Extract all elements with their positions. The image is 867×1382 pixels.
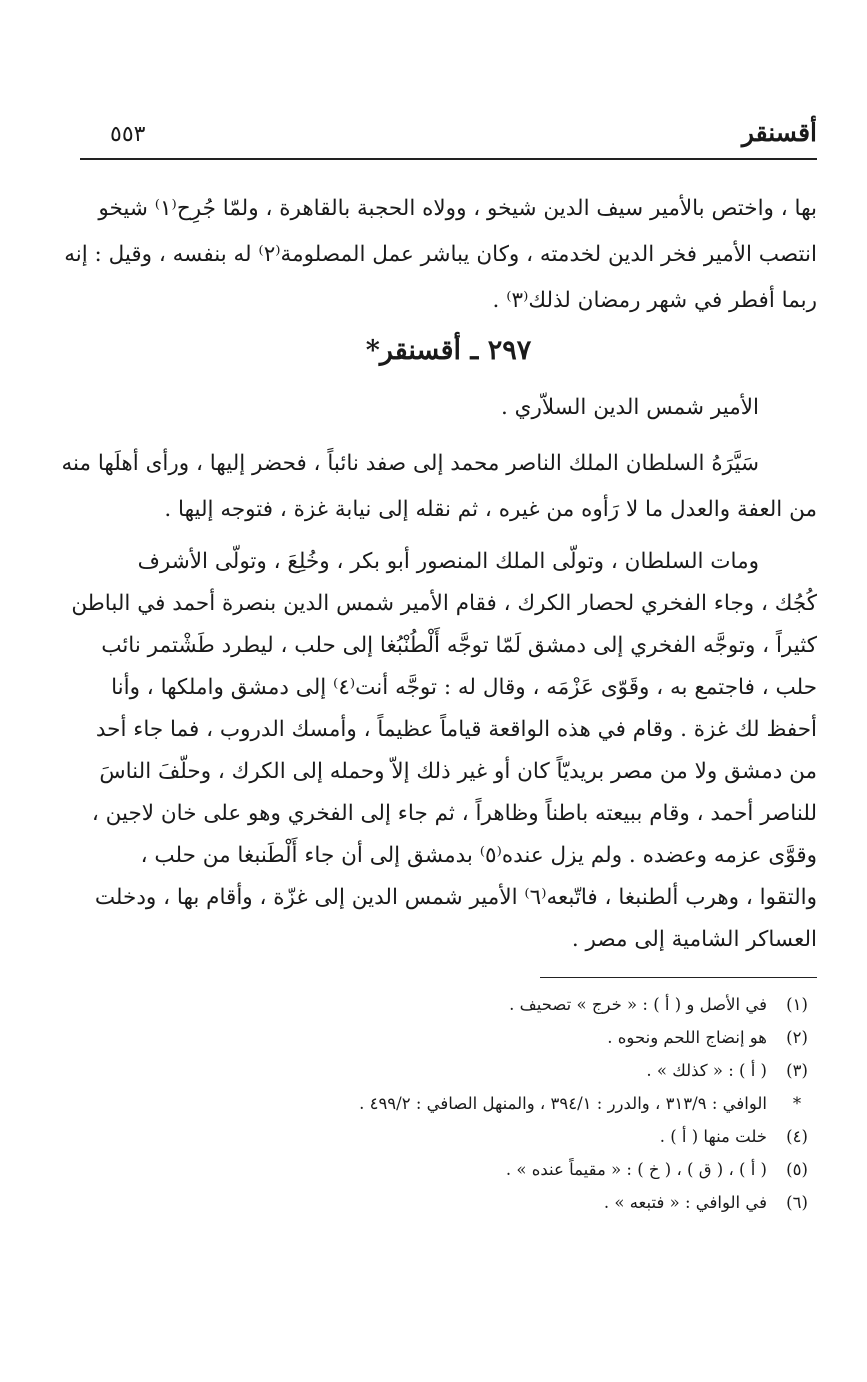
footnote	[80, 1089, 817, 1119]
footnote-mark: (٥)	[786, 1160, 808, 1179]
text-line: كُجُك ، وجاء الفخري لحصار الكرك ، فقام الأمير شمس الدين بنصرة أحمد في الباطن	[71, 591, 817, 616]
text-line: ومات السلطان ، وتولّى الملك المنصور أبو بكر ، وخُلِعَ ، وتولّى الأشرف	[137, 549, 759, 574]
footnote-mark: (١)	[786, 995, 808, 1014]
footnote-text: الوافي : ٣١٣/٩ ، والدرر : ٣٩٤/١ ، والمنهل الصافي : ٤٩٩/٢ .	[359, 1094, 767, 1113]
text-line: من العفة والعدل ما لا رَأوه من غيره ، ثم نقله إلى نيابة غزة ، فتوجه إليها .	[164, 497, 817, 522]
footnote-text: في الأصل و ( أ ) : « خرج » تصحيف .	[509, 995, 767, 1014]
footnote-mark: (٣)	[786, 1061, 808, 1080]
footnote-text: ( أ ) ، ( ق ) ، ( خ ) : « مقيماً عنده » .	[505, 1160, 767, 1179]
footnote-mark: (٤)	[786, 1127, 808, 1146]
text-line: حلب ، فاجتمع به ، وقَوّى عَزْمَه ، وقال له : توجَّه أنت⁽٤⁾ إلى دمشق واملكها ، وأنا	[111, 675, 817, 700]
footnote	[80, 990, 817, 1020]
text-line: ربما أفطر في شهر رمضان لذلك⁽٣⁾ .	[492, 288, 817, 313]
intro-paragraph	[64, 187, 817, 327]
running-title: أقسنقر	[741, 118, 817, 147]
footnote	[80, 1056, 817, 1086]
entry-heading: ٢٩٧ ـ أقسنقر*	[365, 335, 532, 366]
footnote	[80, 1155, 817, 1185]
entry-name	[80, 386, 817, 430]
text-line: للناصر أحمد ، وقام ببيعته باطناً وظاهراً ، ثم جاء إلى الفخري وهو على خان لاجين ،	[91, 801, 817, 826]
paragraph-1	[61, 442, 817, 532]
text-line: سَيَّرَهُ السلطان الملك الناصر محمد إلى صفد نائباً ، فحضر إليها ، ورأى أهلَها منه	[61, 451, 759, 476]
footnote	[80, 1188, 817, 1218]
footnote	[80, 1122, 817, 1152]
text-line: كثيراً ، وتوجَّه الفخري إلى دمشق لَمّا توجَّه أَلْطُنْبُغا إلى حلب ، ليطرد طَشْتمر نائب	[101, 633, 817, 658]
footnote-mark: (٢)	[786, 1028, 808, 1047]
text-line: الأمير شمس الدين السلاّري .	[500, 395, 759, 420]
footnote-mark: *	[792, 1094, 802, 1113]
running-head	[80, 118, 817, 158]
footnote-text: هو إنضاج اللحم ونحوه .	[607, 1028, 767, 1047]
text-line: أحفظ لك غزة . وقام في هذه الواقعة قياماً عظيماً ، وأمسك الدروب ، فما جاء أحد	[95, 717, 817, 742]
header-rule	[80, 158, 817, 160]
paragraph-2	[71, 540, 817, 970]
footnote-mark: (٦)	[786, 1193, 808, 1212]
footnote	[80, 1023, 817, 1053]
text-line: من دمشق ولا من مصر بريديّاً كان أو غير ذلك إلاّ وحمله إلى الكرك ، وحلّفَ الناسَ	[99, 759, 817, 784]
text-line: والتقوا ، وهرب ألطنبغا ، فاتّبعه⁽٦⁾ الأمير شمس الدين إلى غزّة ، وأقام بها ، ودخلت	[94, 885, 817, 910]
text-line: وقوَّى عزمه وعضده . ولم يزل عنده⁽٥⁾ بدمشق إلى أن جاء أَلْطَنبغا من حلب ،	[140, 843, 817, 868]
text-line: بها ، واختص بالأمير سيف الدين شيخو ، وولاه الحجبة بالقاهرة ، ولمّا جُرِح⁽١⁾ شيخو	[98, 196, 817, 221]
footnote-text: في الوافي : « فتبعه » .	[603, 1193, 767, 1212]
text-line: انتصب الأمير فخر الدين لخدمته ، وكان يباشر عمل المصلومة⁽٢⁾ له بنفسه ، وقيل : إنه	[64, 242, 817, 267]
footnote-text: خلت منها ( أ ) .	[659, 1127, 767, 1146]
page-number: ٥٥٣	[110, 122, 146, 147]
footnote-text: ( أ ) : « كذلك » .	[646, 1061, 767, 1080]
footnote-rule	[540, 977, 817, 978]
text-line: العساكر الشامية إلى مصر .	[571, 927, 817, 952]
